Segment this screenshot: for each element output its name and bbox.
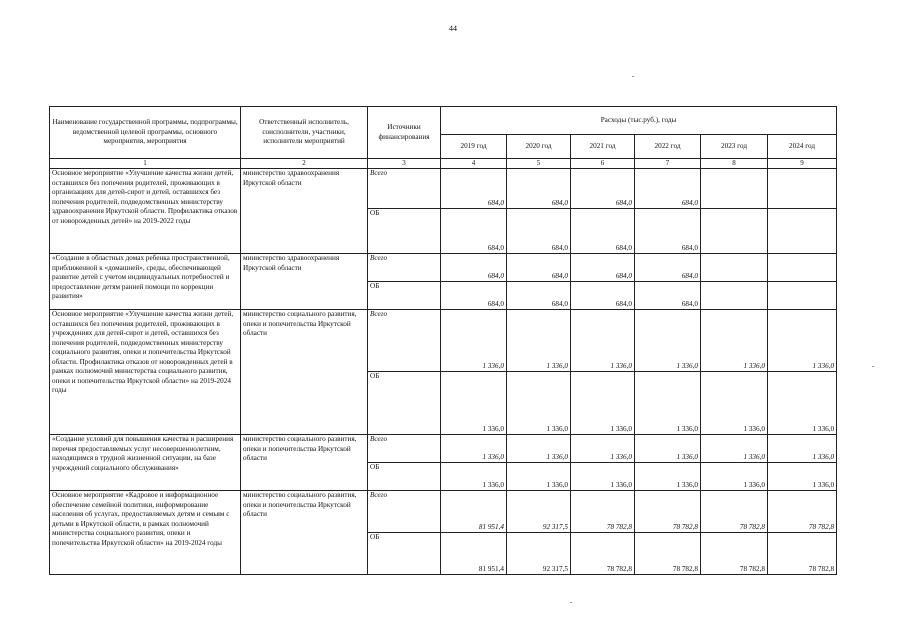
scan-speck bbox=[570, 602, 572, 603]
ob-value bbox=[701, 209, 768, 254]
ob-value: 684,0 bbox=[441, 209, 507, 254]
total-value: 1 336,0 bbox=[441, 435, 507, 463]
total-value: 684,0 bbox=[571, 169, 635, 209]
total-value: 684,0 bbox=[507, 169, 571, 209]
executor-cell: министерство здравоохранения Иркутской области bbox=[241, 169, 368, 254]
header-year: 2024 год bbox=[768, 135, 837, 159]
ob-value: 78 782,8 bbox=[571, 533, 635, 575]
header-year: 2020 год bbox=[507, 135, 571, 159]
column-number: 9 bbox=[768, 159, 837, 169]
ob-value: 684,0 bbox=[571, 282, 635, 310]
column-numbers-row bbox=[50, 159, 837, 169]
header-year: 2023 год bbox=[701, 135, 768, 159]
table-row-total bbox=[50, 491, 837, 533]
measure-name: Основное мероприятие «Улучшение качества жизни детей, оставшихся без попечения родителей, проживающих в организациях для детей-сирот и детей, оставшихся без попечения родителей, подведомственных министерству здравоохранения Иркутской области. Профилактика отказов от новорожденных детей» на 2019-2022 годы bbox=[50, 169, 241, 254]
total-value: 78 782,8 bbox=[635, 491, 701, 533]
total-value: 78 782,8 bbox=[571, 491, 635, 533]
total-value: 1 336,0 bbox=[635, 435, 701, 463]
total-value: 684,0 bbox=[441, 254, 507, 282]
ob-value: 1 336,0 bbox=[507, 372, 571, 435]
ob-value: 684,0 bbox=[507, 209, 571, 254]
ob-value: 1 336,0 bbox=[441, 463, 507, 491]
ob-value bbox=[768, 209, 837, 254]
column-number: 4 bbox=[441, 159, 507, 169]
table-row-total bbox=[50, 254, 837, 282]
ob-value: 1 336,0 bbox=[768, 463, 837, 491]
source-ob-label: ОБ bbox=[368, 282, 441, 310]
ob-value: 78 782,8 bbox=[635, 533, 701, 575]
ob-value: 78 782,8 bbox=[701, 533, 768, 575]
page-number: 44 bbox=[449, 24, 457, 33]
ob-value: 1 336,0 bbox=[701, 372, 768, 435]
ob-value: 1 336,0 bbox=[701, 463, 768, 491]
ob-value: 1 336,0 bbox=[768, 372, 837, 435]
total-value: 78 782,8 bbox=[768, 491, 837, 533]
header-expenses: Расходы (тыс.руб.), годы bbox=[441, 107, 837, 135]
source-ob-label: ОБ bbox=[368, 209, 441, 254]
total-value: 1 336,0 bbox=[701, 310, 768, 372]
column-number: 7 bbox=[635, 159, 701, 169]
budget-table bbox=[49, 106, 837, 575]
total-value: 1 336,0 bbox=[507, 435, 571, 463]
column-number: 2 bbox=[241, 159, 368, 169]
table-row-total bbox=[50, 310, 837, 372]
source-ob-label: ОБ bbox=[368, 463, 441, 491]
measure-name: «Создание в областных домах ребенка пространственной, приближенной к «домашней», среды, обеспечивающей развитие детей с учетом индивидуальных потребностей и предоставление детям ранней помощи по коррекции развития» bbox=[50, 254, 241, 310]
total-value bbox=[768, 254, 837, 282]
total-value: 1 336,0 bbox=[635, 310, 701, 372]
total-value: 78 782,8 bbox=[701, 491, 768, 533]
total-value: 1 336,0 bbox=[571, 310, 635, 372]
source-total-label: Всего bbox=[368, 310, 441, 372]
ob-value: 684,0 bbox=[635, 282, 701, 310]
source-ob-label: ОБ bbox=[368, 372, 441, 435]
header-row bbox=[50, 107, 837, 135]
column-number: 5 bbox=[507, 159, 571, 169]
executor-cell: министерство социального развития, опеки и попечительства Иркутской области bbox=[241, 491, 368, 575]
total-value: 1 336,0 bbox=[701, 435, 768, 463]
ob-value: 684,0 bbox=[441, 282, 507, 310]
ob-value: 1 336,0 bbox=[635, 463, 701, 491]
source-total-label: Всего bbox=[368, 169, 441, 209]
ob-value: 1 336,0 bbox=[635, 372, 701, 435]
total-value: 684,0 bbox=[441, 169, 507, 209]
source-total-label: Всего bbox=[368, 491, 441, 533]
total-value: 1 336,0 bbox=[768, 435, 837, 463]
ob-value bbox=[701, 282, 768, 310]
column-number: 3 bbox=[368, 159, 441, 169]
total-value bbox=[701, 169, 768, 209]
total-value: 92 317,5 bbox=[507, 491, 571, 533]
header-name: Наименование государственной программы, подпрограммы, ведомственной целевой программы, основного мероприятия, мероприятия bbox=[50, 107, 241, 159]
ob-value: 684,0 bbox=[507, 282, 571, 310]
column-number: 6 bbox=[571, 159, 635, 169]
column-number: 8 bbox=[701, 159, 768, 169]
total-value: 684,0 bbox=[571, 254, 635, 282]
executor-cell: министерство социального развития, опеки и попечительства Иркутской области bbox=[241, 435, 368, 491]
column-number: 1 bbox=[50, 159, 241, 169]
measure-name: «Создание условий для повышения качества и расширения перечня предоставляемых услуг несовершеннолетним, находящимся в трудной жизненной ситуации, на базе учреждений социального обслуживания» bbox=[50, 435, 241, 491]
total-value: 81 951,4 bbox=[441, 491, 507, 533]
source-ob-label: ОБ bbox=[368, 533, 441, 575]
ob-value bbox=[768, 282, 837, 310]
header-year: 2021 год bbox=[571, 135, 635, 159]
ob-value: 1 336,0 bbox=[507, 463, 571, 491]
ob-value: 1 336,0 bbox=[571, 463, 635, 491]
scan-speck bbox=[632, 76, 634, 77]
header-executor: Ответственный исполнитель, соисполнители, участники, исполнители мероприятий bbox=[241, 107, 368, 159]
scan-speck bbox=[872, 366, 874, 367]
ob-value: 78 782,8 bbox=[768, 533, 837, 575]
total-value: 1 336,0 bbox=[768, 310, 837, 372]
ob-value: 1 336,0 bbox=[571, 372, 635, 435]
table-row-total bbox=[50, 435, 837, 463]
ob-value: 1 336,0 bbox=[441, 372, 507, 435]
total-value: 1 336,0 bbox=[507, 310, 571, 372]
source-total-label: Всего bbox=[368, 435, 441, 463]
header-source: Источники финансирования bbox=[368, 107, 441, 159]
measure-name: Основное мероприятие «Кадровое и информационное обеспечение семейной политики, информирование населения об услугах, предоставляемых детям и семьям с детьми в Иркутской области, в рамках полномочий министерства социального развития, опеки и попечительства Иркутской области» на 2019-2024 годы bbox=[50, 491, 241, 575]
ob-value: 684,0 bbox=[571, 209, 635, 254]
total-value: 1 336,0 bbox=[571, 435, 635, 463]
total-value bbox=[701, 254, 768, 282]
ob-value: 92 317,5 bbox=[507, 533, 571, 575]
executor-cell: министерство социального развития, опеки и попечительства Иркутской области bbox=[241, 310, 368, 435]
total-value: 1 336,0 bbox=[441, 310, 507, 372]
measure-name: Основное мероприятие «Улучшение качества жизни детей, оставшихся без попечения родителей, проживающих в учреждениях для детей-сирот и детей, оставшихся без попечения родителей, подведомственных министерству социального развития, опеки и попечительства Иркутской области. Профилактика отказов от новорожденных детей в рамках полномочий министерства социального развития, опеки и попечительства Иркутской области» на 2019-2024 годы bbox=[50, 310, 241, 435]
total-value: 684,0 bbox=[635, 254, 701, 282]
ob-value: 81 951,4 bbox=[441, 533, 507, 575]
source-total-label: Всего bbox=[368, 254, 441, 282]
total-value bbox=[768, 169, 837, 209]
header-year: 2019 год bbox=[441, 135, 507, 159]
table-row-total bbox=[50, 169, 837, 209]
executor-cell: министерство здравоохранения Иркутской области bbox=[241, 254, 368, 310]
header-year: 2022 год bbox=[635, 135, 701, 159]
total-value: 684,0 bbox=[507, 254, 571, 282]
ob-value: 684,0 bbox=[635, 209, 701, 254]
total-value: 684,0 bbox=[635, 169, 701, 209]
